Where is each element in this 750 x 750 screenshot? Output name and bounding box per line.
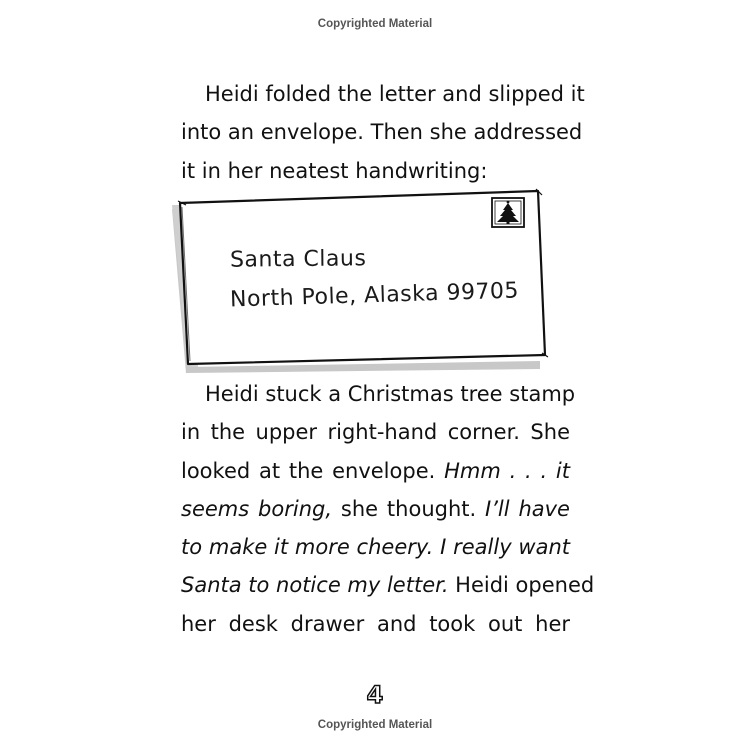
italic-thought: seems boring, <box>181 496 333 521</box>
italic-thought: Santa to notice my letter. <box>181 573 449 598</box>
paragraph-2 <box>181 375 595 643</box>
italic-thought: I’ll have <box>485 496 570 521</box>
paragraph-line <box>181 490 570 528</box>
christmas-tree-stamp-icon <box>492 198 524 227</box>
address-recipient: Santa Claus <box>229 246 367 273</box>
header-copyright: Copyrighted Material <box>317 18 433 30</box>
paragraph-line: her desk drawer and took out her <box>181 611 570 636</box>
paragraph-line: into an envelope. Then she addressed <box>181 120 583 145</box>
paragraph-1 <box>181 75 585 190</box>
paragraph-line <box>181 566 595 604</box>
paragraph-line: in the upper right-hand corner. She <box>181 420 570 445</box>
text-run: she thought. <box>332 496 486 521</box>
paragraph-line: Heidi stuck a Christmas tree stamp <box>205 382 576 406</box>
italic-thought: to make it more cheery. I really want <box>181 535 570 560</box>
text-run: looked at the envelope. <box>181 458 445 483</box>
paragraph-line: Heidi folded the letter and slipped it <box>205 82 585 106</box>
address-location: North Pole, Alaska 99705 <box>229 278 520 313</box>
text-run: Heidi opened <box>448 573 595 598</box>
paragraph-line: it in her neatest handwriting: <box>181 158 488 183</box>
page-number <box>355 681 395 709</box>
paragraph-line <box>181 452 570 490</box>
page-number-text: 4 <box>366 681 384 709</box>
footer-copyright: Copyrighted Material <box>317 719 433 731</box>
envelope-illustration <box>168 183 558 375</box>
italic-thought: Hmm . . . it <box>444 458 570 483</box>
paragraph-line <box>181 528 570 566</box>
